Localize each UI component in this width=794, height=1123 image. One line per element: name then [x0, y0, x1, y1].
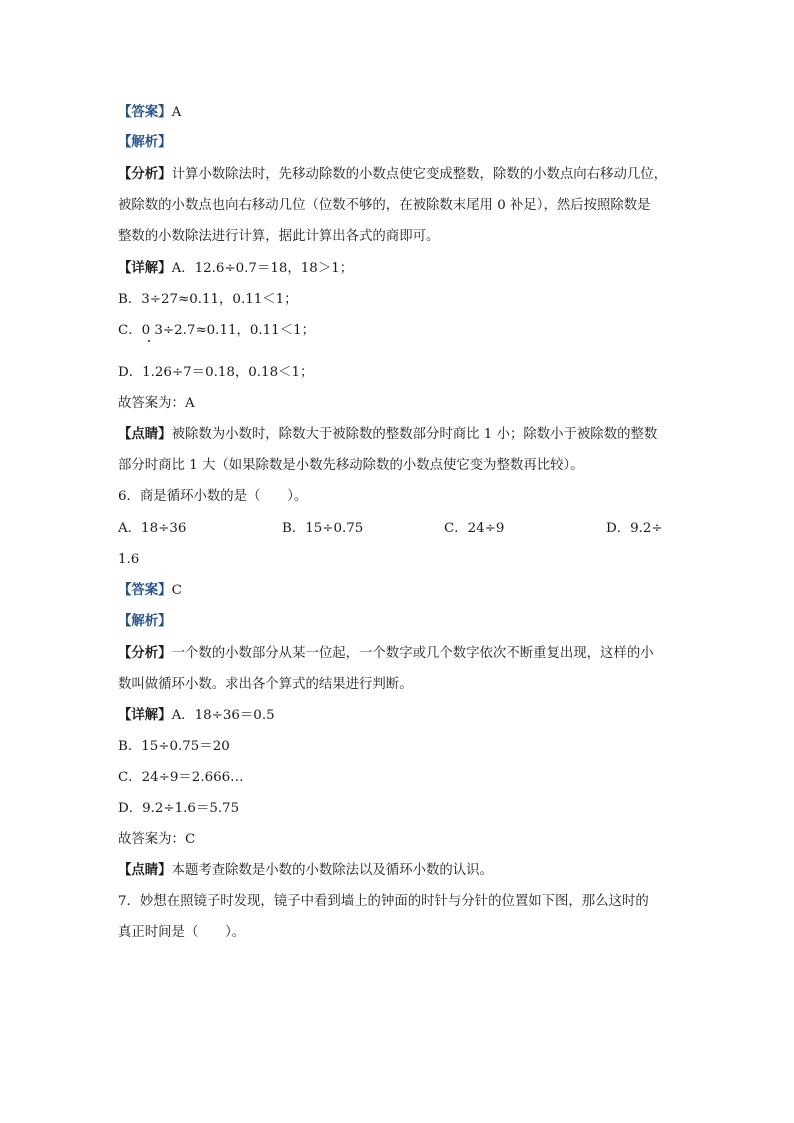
q6-analysis-heading	[118, 612, 172, 632]
q6-fenxi-line-1	[118, 644, 654, 664]
q6-option-a: A．18÷36	[118, 521, 187, 536]
step-text: A．18÷36＝0.5	[171, 708, 275, 723]
q5-fenxi-line-3: 整数的小数除法进行计算，据此计算出各式的商即可。	[118, 229, 440, 244]
q5-conclusion: 故答案为：A	[118, 396, 195, 411]
stray-mark	[148, 340, 150, 342]
step-text: A．12.6÷0.7＝18，18＞1；	[171, 261, 354, 276]
q6-fenxi-line-2: 数叫做循环小数。求出各个算式的结果进行判断。	[118, 677, 413, 692]
answer-tag: 【答案】	[118, 105, 172, 120]
q5-dianjing-line-1	[118, 425, 657, 445]
xiangjie-tag: 【详解】	[118, 261, 172, 276]
q6-dianjing-line-1	[118, 861, 493, 881]
q5-answer-line	[118, 103, 181, 123]
q6-option-c: C．24÷9	[444, 521, 505, 536]
q6-step-c: C．24÷9＝2.666…	[118, 770, 244, 785]
analysis-tag: 【解析】	[118, 135, 172, 150]
q5-step-d: D．1.26÷7＝0.18，0.18＜1；	[118, 365, 314, 380]
answer-tag: 【答案】	[118, 583, 172, 598]
q6-step-b: B．15÷0.75＝20	[118, 739, 230, 754]
answer-value: C	[171, 583, 182, 598]
q6-conclusion: 故答案为：C	[118, 832, 196, 847]
dianjing-tag: 【点睛】	[118, 863, 172, 878]
answer-value: A	[171, 105, 182, 120]
q5-step-c: C．0 3÷2.7≈0.11，0.11＜1；	[118, 323, 315, 338]
q6-option-b: B．15÷0.75	[282, 521, 364, 536]
q5-analysis-heading	[118, 133, 172, 153]
fenxi-tag: 【分析】	[118, 167, 172, 182]
q5-fenxi-line-2: 被除数的小数点也向右移动几位（位数不够的，在被除数末尾用 0 补足），然后按照除数是	[118, 198, 651, 213]
xiangjie-tag: 【详解】	[118, 708, 172, 723]
dianjing-text: 被除数为小数时，除数大于被除数的整数部分时商比 1 小；除数小于被除数的整数	[171, 427, 658, 442]
analysis-tag: 【解析】	[118, 614, 172, 629]
dianjing-tag: 【点睛】	[118, 427, 172, 442]
fenxi-text: 一个数的小数部分从某一位起，一个数字或几个数字依次不断重复出现，这样的小	[171, 646, 654, 661]
q7-question-line-2: 真正时间是（ ）。	[118, 925, 246, 940]
q6-option-d-wrap: 1.6	[118, 552, 140, 567]
q5-step-a	[118, 259, 353, 279]
q6-option-d: D．9.2÷	[606, 521, 663, 536]
q6-step-d: D．9.2÷1.6＝5.75	[118, 801, 240, 816]
q5-fenxi-line-1	[118, 165, 667, 185]
q6-question: 6．商是循环小数的是（ ）。	[118, 489, 308, 504]
q5-dianjing-line-2: 部分时商比 1 大（如果除数是小数先移动除数的小数点使它变为整数再比较）。	[118, 458, 584, 473]
q5-step-b: B．3÷27≈0.11，0.11＜1；	[118, 292, 298, 307]
dianjing-text: 本题考查除数是小数的小数除法以及循环小数的认识。	[171, 863, 493, 878]
fenxi-tag: 【分析】	[118, 646, 172, 661]
q6-step-a	[118, 706, 275, 726]
q7-question-line-1: 7．妙想在照镜子时发现，镜子中看到墙上的钟面的时针与分针的位置如下图，那么这时的	[118, 894, 649, 909]
q6-answer-line	[118, 581, 182, 601]
fenxi-text: 计算小数除法时，先移动除数的小数点使它变成整数，除数的小数点向右移动几位，	[171, 167, 668, 182]
